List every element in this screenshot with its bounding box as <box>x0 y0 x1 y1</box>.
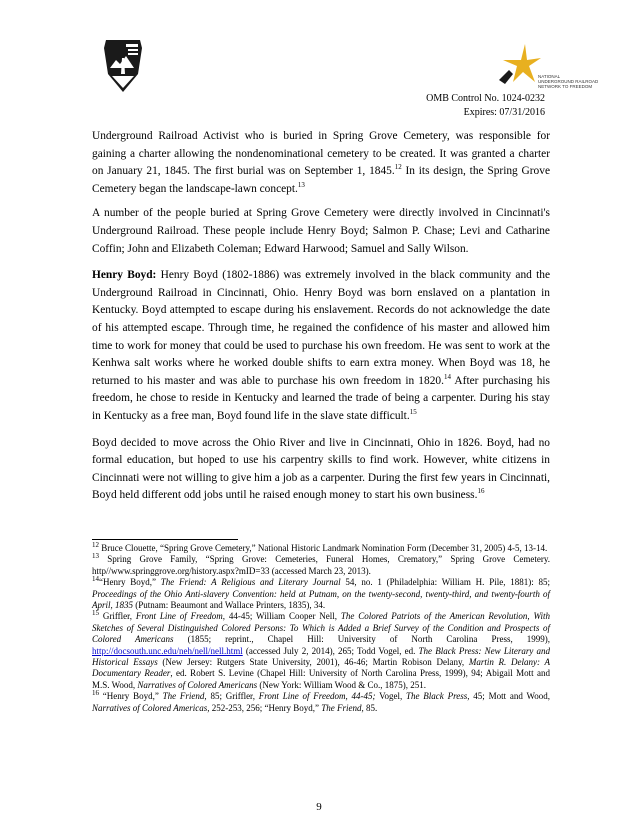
nps-arrowhead-icon <box>98 38 148 94</box>
ugrr-star-icon <box>495 42 543 86</box>
footnote-ref[interactable]: 15 <box>409 408 417 417</box>
page-number: 9 <box>316 801 322 813</box>
footnote-link[interactable]: http://docsouth.unc.edu/neh/nell/nell.html <box>92 645 243 656</box>
footnote-ref[interactable]: 16 <box>477 487 485 496</box>
footnote-divider <box>92 539 238 540</box>
footnote-13: $^{13}$ Spring Grove Family, “Spring Grove: Cemeteries, Funeral Homes, Crematory,” Spring Grove Cemetery. http//www.springgrove.org/history.aspx?mID=33 (accessed March 23, 2013). <box>92 552 550 576</box>
paragraph: Boyd decided to move across the Ohio River and live in Cincinnati, Ohio in 1826. Boyd, had no formal education, but hoped to use his carpentry skills to find work. However, white citizens in Cincinnati were not willing to give him a job as a carpenter. During the first few years in Cincinnati, Boyd held different odd jobs until he raised enough money to start his own business.$^{16}$ <box>92 436 550 502</box>
paragraph: A number of the people buried at Spring Grove Cemetery were directly involved in Cincinnati's Underground Railroad. These people include Henry Boyd; Salmon P. Chase; Levi and Catharine Coffin; John and Elizabeth Coleman; Edward Harwood; Samuel and Sally Wilson. <box>92 207 550 255</box>
ugrr-logo-line: NETWORK TO FREEDOM <box>538 84 593 89</box>
footnote-14: $^{14}$“Henry Boyd,” The Friend: A Religious and Literary Journal 54, no. 1 (Philadelphia: William H. Pile, 1881): 85; Proceedings of the Ohio Anti-slavery Convention: held at Putnam, on the twenty-second, twenty-third, and twenty-fourth of April, 1835 (Putnam: Beaumont and Wallace Printers, 1835), 34. <box>92 575 550 611</box>
document-header <box>426 92 545 120</box>
ugrr-logo-line: NATIONAL <box>538 74 561 79</box>
paragraph: Underground Railroad Activist who is buried in Spring Grove Cemetery, was responsible for gaining a charter allowing the nondenominational cemetery to be created. It was granted a charter on January 21, 1845. The first burial was on September 1, 1845.12 In its design, the Spring Grove Cemetery began the landscape-lawn concept.$^{13}$ <box>92 130 550 195</box>
footnote-16: $^{16}$ “Henry Boyd,” The Friend, 85; Griffler, Front Line of Freedom, 44-45; Vogel, The Black Press, 45; Mott and Wood, Narratives of Colored Americas, 252-253, 256; “Henry Boyd,” The Friend, 85. <box>92 689 551 713</box>
omb-control-number: OMB Control No. 1024-0232 <box>426 93 545 104</box>
footnote-ref[interactable]: 13 <box>297 180 305 189</box>
footnote-ref[interactable]: 14 <box>443 372 451 381</box>
expiration-date: Expires: 07/31/2016 <box>463 107 545 118</box>
paragraph-henry-boyd: Henry Boyd: Henry Boyd (1802-1886) was extremely involved in the black community and the Underground Railroad in Cincinnati, Ohio. Henry Boyd was born enslaved on a plantation in Kentucky. Boyd attempted to escape during his enslavement. Records do not acknowledge the date of his attempted escape. Through time, he regained the confidence of his master and allowed him time to work for money that could be used to purchase his own freedom. He was sent to work at the Kenhwa salt works where he worked double shifts to earn extra money. When Boyd was 18, he returned to his master and was able to purchase his own freedom in 1820.14 After purchasing his freedom, he chose to reside in Kentucky and learned the trade of being a carpenter. During his stay in Kentucky as a free man, Boyd found life in the slave state difficult.$^{15}$ <box>92 269 551 422</box>
ugrr-logo-text <box>538 74 618 89</box>
footnotes <box>92 543 550 714</box>
ugrr-logo-line: UNDERGROUND RAILROAD <box>538 79 599 84</box>
body-text <box>92 128 550 514</box>
footnote-15: $^{15}$ Griffler, Front Line of Freedom, 44-45; William Cooper Nell, The Colored Patriots of the American Revolution, With Sketches of Several Distinguished Colored Persons: To Which is Added a Brief Survey of the Condition and Prospects of Colored Americans (1855; reprint., Chapel Hill: University of North Carolina Press, 1999), http://docsouth.unc.edu/neh/nell/nell.html (accessed July 2, 2014), 265; Todd Vogel, ed. The Black Press: New Literary and Historical Essays (New Jersey: Rutgers State University, 2001), 46-46; Martin Robison Delany, Martin R. Delany: A Documentary Reader, ed. Robert S. Levine (Chapel Hill: University of North Carolina Press, 1999), 94; Abigail Mott and M.S. Wood, Narratives of Colored Americans (New York: William Wood & Co., 1875), 251. <box>92 609 551 690</box>
footnote-ref[interactable]: 12 <box>394 163 402 172</box>
footnote-12: $^{12}$ Bruce Clouette, “Spring Grove Cemetery,” National Historic Landmark Nomination Form (December 31, 2005) 4-5, 13-14. <box>92 541 548 553</box>
section-lead: Henry Boyd: <box>92 269 157 282</box>
